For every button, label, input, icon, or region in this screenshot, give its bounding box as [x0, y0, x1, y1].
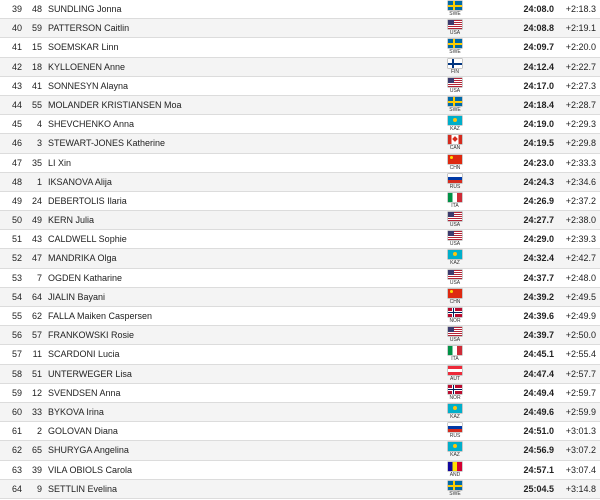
bib-cell: 65 [31, 445, 42, 456]
table-row[interactable] [0, 38, 600, 57]
ita-flag-icon [448, 346, 462, 355]
time-cell: 24:18.4 [523, 99, 554, 110]
athlete-name[interactable]: CALDWELL Sophie [48, 234, 127, 245]
time-cell: 24:17.0 [523, 80, 554, 91]
athlete-name[interactable]: OGDEN Katharine [48, 272, 123, 283]
table-row[interactable] [0, 269, 600, 288]
nation-code: AND [449, 471, 461, 478]
nation-code: RUS [449, 433, 461, 440]
athlete-name[interactable]: IKSANOVA Alija [48, 176, 112, 187]
rank-cell: 58 [11, 368, 22, 379]
aut-flag-icon [448, 366, 462, 375]
nation-code: NOR [449, 394, 461, 401]
fin-flag-icon [448, 59, 462, 68]
athlete-name[interactable]: PATTERSON Caitlin [48, 23, 130, 34]
time-cell: 24:37.7 [523, 272, 554, 283]
bib-cell: 64 [31, 291, 42, 302]
time-cell: 24:39.2 [523, 291, 554, 302]
nation-cell [444, 1, 466, 17]
nation-code: FIN [450, 68, 460, 75]
bib-cell: 7 [36, 272, 42, 283]
nor-flag-icon [448, 385, 462, 394]
table-row[interactable] [0, 0, 600, 19]
time-behind-cell: +2:42.7 [565, 253, 596, 264]
rank-cell: 61 [11, 426, 22, 437]
bib-cell: 41 [31, 80, 42, 91]
time-cell: 24:49.6 [523, 406, 554, 417]
rank-cell: 52 [11, 253, 22, 264]
nation-cell [444, 193, 466, 209]
nation-code: RUS [449, 183, 461, 190]
rank-cell: 60 [11, 406, 22, 417]
nation-cell [444, 212, 466, 228]
table-row[interactable] [0, 461, 600, 480]
rank-cell: 63 [11, 464, 22, 475]
nation-code: KAZ [450, 126, 460, 133]
table-row[interactable] [0, 288, 600, 307]
bib-cell: 35 [31, 157, 42, 168]
bib-cell: 24 [31, 195, 42, 206]
rank-cell: 53 [11, 272, 22, 283]
can-flag-icon [448, 135, 462, 144]
chn-flag-icon [448, 289, 462, 298]
bib-cell: 33 [31, 406, 42, 417]
time-behind-cell: +2:28.7 [565, 99, 596, 110]
nation-cell [444, 270, 466, 286]
table-row[interactable] [0, 365, 600, 384]
time-behind-cell: +2:29.3 [565, 119, 596, 130]
nation-code: KAZ [450, 452, 460, 459]
bib-cell: 1 [36, 176, 42, 187]
bib-cell: 4 [36, 119, 42, 130]
kaz-flag-icon [448, 250, 462, 259]
nation-code: USA [449, 279, 461, 286]
table-row[interactable] [0, 230, 600, 249]
table-row[interactable] [0, 441, 600, 460]
usa-flag-icon [448, 78, 462, 87]
kaz-flag-icon [448, 116, 462, 125]
time-cell: 24:57.1 [523, 464, 554, 475]
rus-flag-icon [448, 423, 462, 432]
rank-cell: 40 [11, 23, 22, 34]
rank-cell: 44 [11, 99, 22, 110]
nation-code: AUT [450, 375, 460, 382]
usa-flag-icon [448, 20, 462, 29]
nation-cell [444, 116, 466, 132]
usa-flag-icon [448, 270, 462, 279]
bib-cell: 9 [36, 483, 42, 494]
nation-code: ITA [451, 202, 459, 209]
nation-code: CAN [449, 145, 461, 152]
nation-cell [444, 289, 466, 305]
rank-cell: 57 [11, 349, 22, 360]
time-behind-cell: +2:39.3 [565, 234, 596, 245]
athlete-name[interactable]: FALLA Maiken Caspersen [48, 311, 153, 321]
nation-cell [444, 135, 466, 151]
nation-code: NOR [449, 318, 461, 324]
athlete-name[interactable]: SHEVCHENKO Anna [48, 119, 135, 130]
rank-cell: 49 [11, 195, 22, 206]
time-cell: 24:47.4 [523, 368, 554, 379]
bib-cell: 59 [31, 23, 42, 34]
and-flag-icon [448, 462, 462, 471]
nation-cell [444, 59, 466, 75]
rank-cell: 62 [11, 445, 22, 456]
table-row[interactable] [0, 249, 600, 268]
time-cell: 24:08.8 [523, 23, 554, 34]
swe-flag-icon [448, 39, 462, 48]
table-row[interactable] [0, 422, 600, 441]
usa-flag-icon [448, 327, 462, 336]
bib-cell: 47 [31, 253, 42, 264]
table-row[interactable] [0, 384, 600, 403]
time-behind-cell: +3:14.8 [565, 483, 596, 494]
bib-cell: 57 [31, 330, 42, 341]
time-behind-cell: +3:07.4 [565, 464, 596, 475]
nation-code: CHN [449, 298, 461, 305]
nation-code: KAZ [450, 413, 460, 420]
rank-cell: 51 [11, 234, 22, 245]
time-cell: 24:23.0 [523, 157, 554, 168]
time-behind-cell: +2:57.7 [565, 368, 596, 379]
time-behind-cell: +2:59.9 [565, 406, 596, 417]
table-row[interactable] [0, 403, 600, 422]
time-cell: 24:56.9 [523, 445, 554, 456]
athlete-name[interactable]: VILA OBIOLS Carola [48, 464, 133, 475]
nation-cell [444, 250, 466, 266]
bib-cell: 18 [31, 61, 42, 72]
time-cell: 25:04.5 [523, 483, 554, 494]
nation-code: SWE [449, 106, 461, 113]
table-row[interactable] [0, 326, 600, 345]
usa-flag-icon [448, 231, 462, 240]
nation-code: KAZ [450, 260, 460, 267]
nation-code: ITA [451, 356, 459, 363]
ita-flag-icon [448, 193, 462, 202]
swe-flag-icon [448, 97, 462, 106]
rank-cell: 64 [11, 483, 22, 494]
table-row[interactable] [0, 154, 600, 173]
nation-code: SWE [449, 490, 461, 497]
time-cell: 24:51.0 [523, 426, 554, 437]
athlete-name[interactable]: JIALIN Bayani [48, 291, 106, 302]
time-behind-cell: +2:37.2 [565, 195, 596, 206]
rank-cell: 43 [11, 80, 22, 91]
bib-cell: 11 [32, 349, 42, 360]
athlete-name[interactable]: SVENDSEN Anna [48, 387, 121, 398]
table-row[interactable] [0, 77, 600, 96]
athlete-name[interactable]: MOLANDER KRISTIANSEN Moa [48, 99, 182, 110]
time-behind-cell: +2:22.7 [565, 61, 596, 72]
time-cell: 24:24.3 [523, 176, 554, 187]
time-behind-cell: +2:33.3 [565, 157, 596, 168]
time-cell: 24:32.4 [523, 253, 554, 264]
bib-cell: 3 [36, 138, 42, 149]
nation-code: USA [449, 241, 461, 248]
time-cell: 24:08.0 [523, 4, 554, 14]
usa-flag-icon [448, 212, 462, 221]
nation-code: SWE [449, 49, 461, 56]
nation-cell [444, 346, 466, 362]
nation-cell [444, 327, 466, 343]
athlete-name[interactable]: LI Xin [48, 157, 72, 168]
nation-code: SWE [449, 11, 461, 17]
nation-cell [444, 20, 466, 36]
nation-code: USA [449, 337, 461, 344]
athlete-name[interactable]: SCARDONI Lucia [48, 349, 120, 360]
time-behind-cell: +2:19.1 [565, 23, 596, 34]
nation-cell [444, 308, 466, 324]
table-row[interactable] [0, 58, 600, 77]
rank-cell: 59 [11, 387, 22, 398]
time-cell: 24:29.0 [523, 234, 554, 245]
time-behind-cell: +2:29.8 [565, 138, 596, 149]
bib-cell: 43 [31, 234, 42, 245]
table-row[interactable] [0, 345, 600, 364]
athlete-name[interactable]: BYKOVA Irina [48, 406, 104, 417]
athlete-name[interactable]: KERN Julia [48, 215, 95, 226]
athlete-name[interactable]: SONNESYN Alayna [48, 80, 129, 91]
nation-cell [444, 481, 466, 497]
table-row[interactable] [0, 173, 600, 192]
table-row[interactable] [0, 115, 600, 134]
kaz-flag-icon [448, 442, 462, 451]
nation-cell [444, 155, 466, 171]
athlete-name[interactable]: SOEMSKAR Linn [48, 42, 119, 53]
time-behind-cell: +2:50.0 [565, 330, 596, 341]
table-row[interactable] [0, 211, 600, 230]
nation-code: CHN [449, 164, 461, 171]
rank-cell: 48 [11, 176, 22, 187]
time-behind-cell: +2:49.9 [565, 311, 596, 321]
time-behind-cell: +2:18.3 [565, 4, 596, 14]
nation-cell [444, 366, 466, 382]
time-cell: 24:26.9 [523, 195, 554, 206]
nation-cell [444, 423, 466, 439]
table-row[interactable] [0, 307, 600, 326]
rus-flag-icon [448, 174, 462, 183]
athlete-name[interactable]: SETTLIN Evelina [48, 483, 118, 494]
chn-flag-icon [448, 155, 462, 164]
nation-code: USA [449, 87, 461, 94]
bib-cell: 55 [31, 99, 42, 110]
time-behind-cell: +2:20.0 [565, 42, 596, 53]
time-cell: 24:19.5 [523, 138, 554, 149]
time-behind-cell: +2:34.6 [565, 176, 596, 187]
time-cell: 24:09.7 [523, 42, 554, 53]
time-cell: 24:49.4 [523, 387, 554, 398]
time-cell: 24:39.7 [523, 330, 554, 341]
nor-flag-icon [448, 308, 462, 317]
rank-cell: 47 [11, 157, 22, 168]
table-row[interactable] [0, 19, 600, 38]
time-behind-cell: +2:27.3 [565, 80, 596, 91]
rank-cell: 54 [11, 291, 22, 302]
time-cell: 24:27.7 [523, 215, 554, 226]
swe-flag-icon [448, 1, 462, 10]
swe-flag-icon [448, 481, 462, 490]
rank-cell: 39 [11, 4, 22, 14]
table-row[interactable] [0, 192, 600, 211]
rank-cell: 42 [11, 61, 22, 72]
time-behind-cell: +2:59.7 [565, 387, 596, 398]
time-cell: 24:45.1 [523, 349, 554, 360]
nation-cell [444, 174, 466, 190]
nation-cell [444, 442, 466, 458]
nation-cell [444, 39, 466, 55]
athlete-name[interactable]: SUNDLING Jonna [48, 4, 122, 14]
bib-cell: 62 [31, 311, 42, 321]
table-row[interactable] [0, 134, 600, 153]
time-cell: 24:12.4 [523, 61, 554, 72]
time-behind-cell: +2:38.0 [565, 215, 596, 226]
nation-cell [444, 404, 466, 420]
bib-cell: 39 [31, 464, 42, 475]
bib-cell: 51 [31, 368, 42, 379]
table-row[interactable] [0, 96, 600, 115]
rank-cell: 45 [11, 119, 22, 130]
nation-cell [444, 385, 466, 401]
rank-cell: 56 [11, 330, 22, 341]
athlete-name[interactable]: FRANKOWSKI Rosie [48, 330, 135, 341]
bib-cell: 49 [31, 215, 42, 226]
athlete-name[interactable]: DEBERTOLIS Ilaria [48, 195, 127, 206]
nation-code: USA [449, 30, 461, 37]
bib-cell: 12 [31, 387, 42, 398]
rank-cell: 46 [11, 138, 22, 149]
athlete-name[interactable]: GOLOVAN Diana [48, 426, 118, 437]
time-behind-cell: +2:55.4 [565, 349, 596, 360]
nation-cell [444, 97, 466, 113]
rank-cell: 41 [11, 42, 22, 53]
rank-cell: 55 [11, 311, 22, 321]
time-cell: 24:39.6 [523, 311, 554, 321]
nation-code: USA [449, 222, 461, 229]
table-row[interactable] [0, 480, 600, 499]
time-behind-cell: +2:48.0 [565, 272, 596, 283]
nation-cell [444, 462, 466, 478]
athlete-name[interactable]: KYLLOENEN Anne [48, 61, 126, 72]
kaz-flag-icon [448, 404, 462, 413]
athlete-name[interactable]: MANDRIKA Olga [48, 253, 117, 264]
time-cell: 24:19.0 [523, 119, 554, 130]
rank-cell: 50 [11, 215, 22, 226]
nation-cell [444, 78, 466, 94]
time-behind-cell: +3:01.3 [565, 426, 596, 437]
nation-cell [444, 231, 466, 247]
athlete-name[interactable]: STEWART-JONES Katherine [48, 138, 166, 149]
bib-cell: 15 [31, 42, 42, 53]
time-behind-cell: +3:07.2 [565, 445, 596, 456]
athlete-name[interactable]: SHURYGA Angelina [48, 445, 129, 456]
bib-cell: 48 [31, 4, 42, 14]
bib-cell: 2 [36, 426, 42, 437]
athlete-name[interactable]: UNTERWEGER Lisa [48, 368, 132, 379]
time-behind-cell: +2:49.5 [565, 291, 596, 302]
